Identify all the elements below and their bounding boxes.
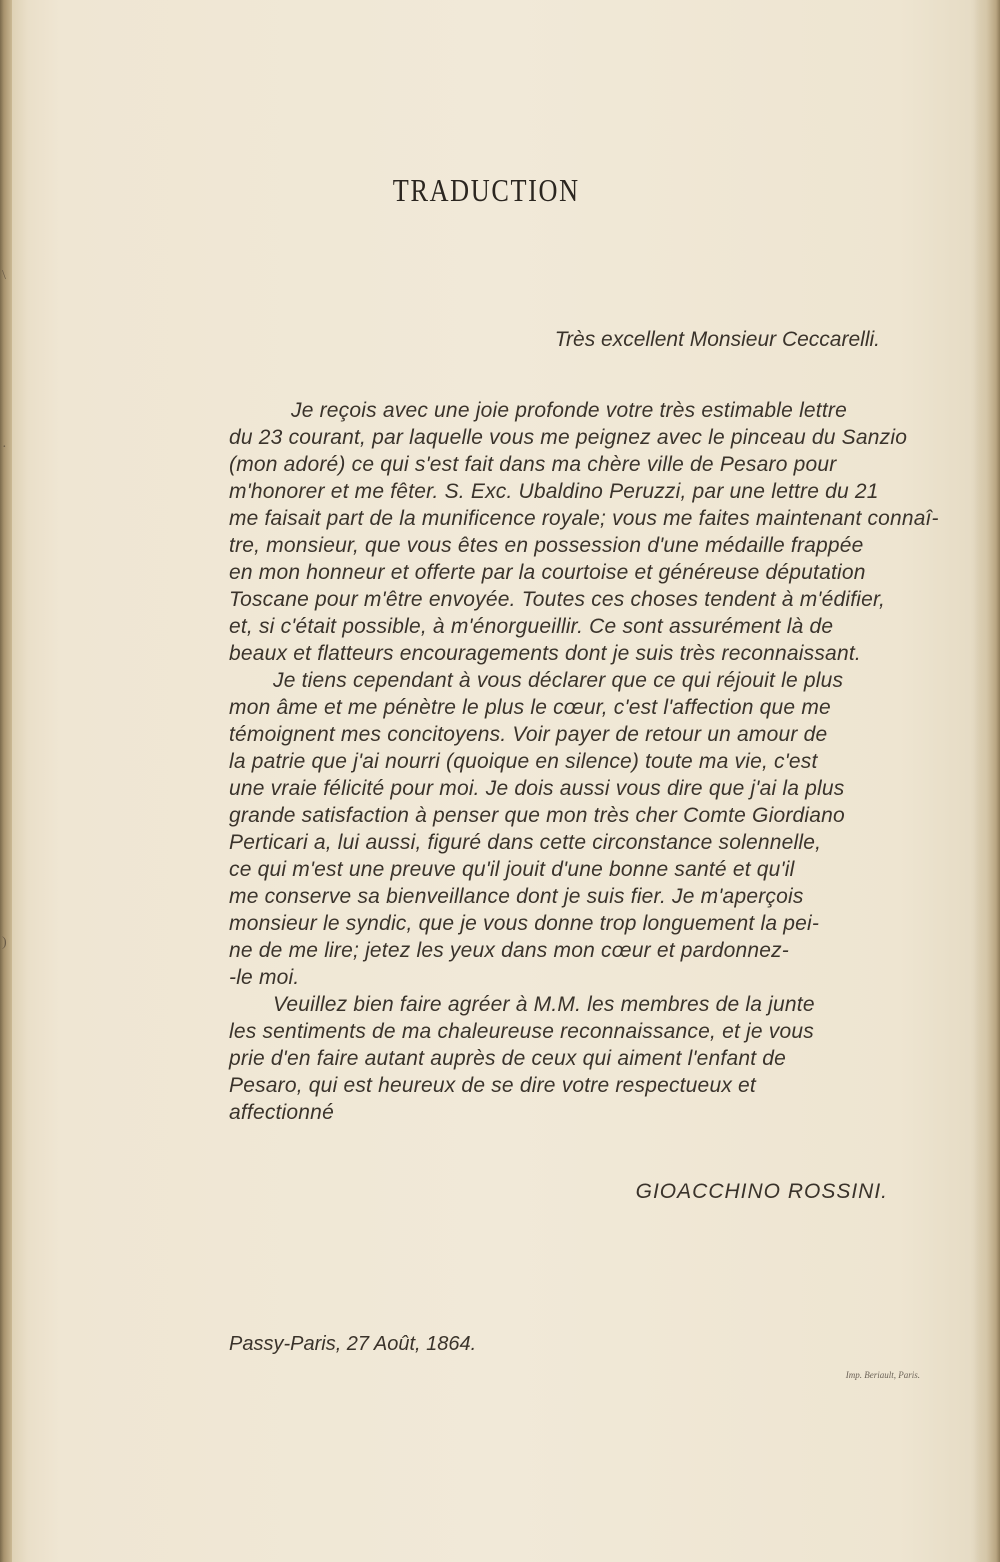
body-line: témoignent mes concitoyens. Voir payer de retour un amour de: [229, 723, 828, 746]
page-title: TRADUCTION: [392, 172, 580, 208]
body-line: Perticari a, lui aussi, figuré dans cette circonstance solennelle,: [229, 831, 822, 854]
printer-imprint: Imp. Beriault, Paris.: [845, 1370, 920, 1380]
body-line: Je reçois avec une joie profonde votre très estimable lettre: [291, 399, 847, 422]
body-line: monsieur le syndic, que je vous donne trop longuement la pei-: [229, 912, 820, 935]
body-line: Je tiens cependant à vous déclarer que ce qui réjouit le plus: [273, 669, 844, 692]
margin-pencil-mark: ·: [2, 440, 7, 455]
page-right-edge: [974, 0, 1000, 1562]
margin-pencil-mark: \: [2, 268, 6, 283]
body-line: mon âme et me pénètre le plus le cœur, c'est l'affection que me: [229, 696, 831, 719]
margin-pencil-mark: ): [2, 935, 7, 950]
body-line: -le moi.: [229, 966, 300, 989]
body-line: beaux et flatteurs encouragements dont je suis très reconnaissant.: [229, 642, 861, 665]
letter-body: [229, 397, 939, 1126]
salutation: Très excellent Monsieur Ceccarelli.: [554, 328, 880, 351]
body-line: grande satisfaction à penser que mon très cher Comte Giordiano: [229, 804, 845, 827]
binding-edge: [0, 0, 12, 1562]
body-line: Pesaro, qui est heureux de se dire votre respectueux et: [229, 1074, 756, 1097]
place-date: Passy-Paris, 27 Août, 1864.: [229, 1333, 477, 1355]
body-line: et, si c'était possible, à m'énorgueillir. Ce sont assurément là de: [229, 615, 834, 638]
body-line: affectionné: [229, 1101, 334, 1124]
body-line: tre, monsieur, que vous êtes en possession d'une médaille frappée: [229, 534, 864, 557]
signature: GIOACCHINO ROSSINI.: [635, 1180, 888, 1203]
body-line: (mon adoré) ce qui s'est fait dans ma chère ville de Pesaro pour: [229, 453, 837, 476]
body-line: en mon honneur et offerte par la courtoise et généreuse députation: [229, 561, 866, 584]
body-line: Toscane pour m'être envoyée. Toutes ces choses tendent à m'édifier,: [229, 588, 886, 611]
body-line: la patrie que j'ai nourri (quoique en silence) toute ma vie, c'est: [229, 750, 818, 773]
body-line: ne de me lire; jetez les yeux dans mon cœur et pardonnez-: [229, 939, 790, 962]
body-line: ce qui m'est une preuve qu'il jouit d'une bonne santé et qu'il: [229, 858, 795, 881]
body-line: du 23 courant, par laquelle vous me peignez avec le pinceau du Sanzio: [229, 426, 908, 449]
body-line: m'honorer et me fêter. S. Exc. Ubaldino Peruzzi, par une lettre du 21: [229, 480, 879, 503]
body-line: prie d'en faire autant auprès de ceux qui aiment l'enfant de: [229, 1047, 787, 1070]
body-line: une vraie félicité pour moi. Je dois aussi vous dire que j'ai la plus: [229, 777, 845, 800]
body-line: me faisait part de la munificence royale; vous me faites maintenant connaî-: [229, 507, 939, 530]
body-line: les sentiments de ma chaleureuse reconnaissance, et je vous: [229, 1020, 814, 1043]
body-line: me conserve sa bienveillance dont je suis fier. Je m'aperçois: [229, 885, 804, 908]
body-line: Veuillez bien faire agréer à M.M. les membres de la junte: [273, 993, 815, 1016]
